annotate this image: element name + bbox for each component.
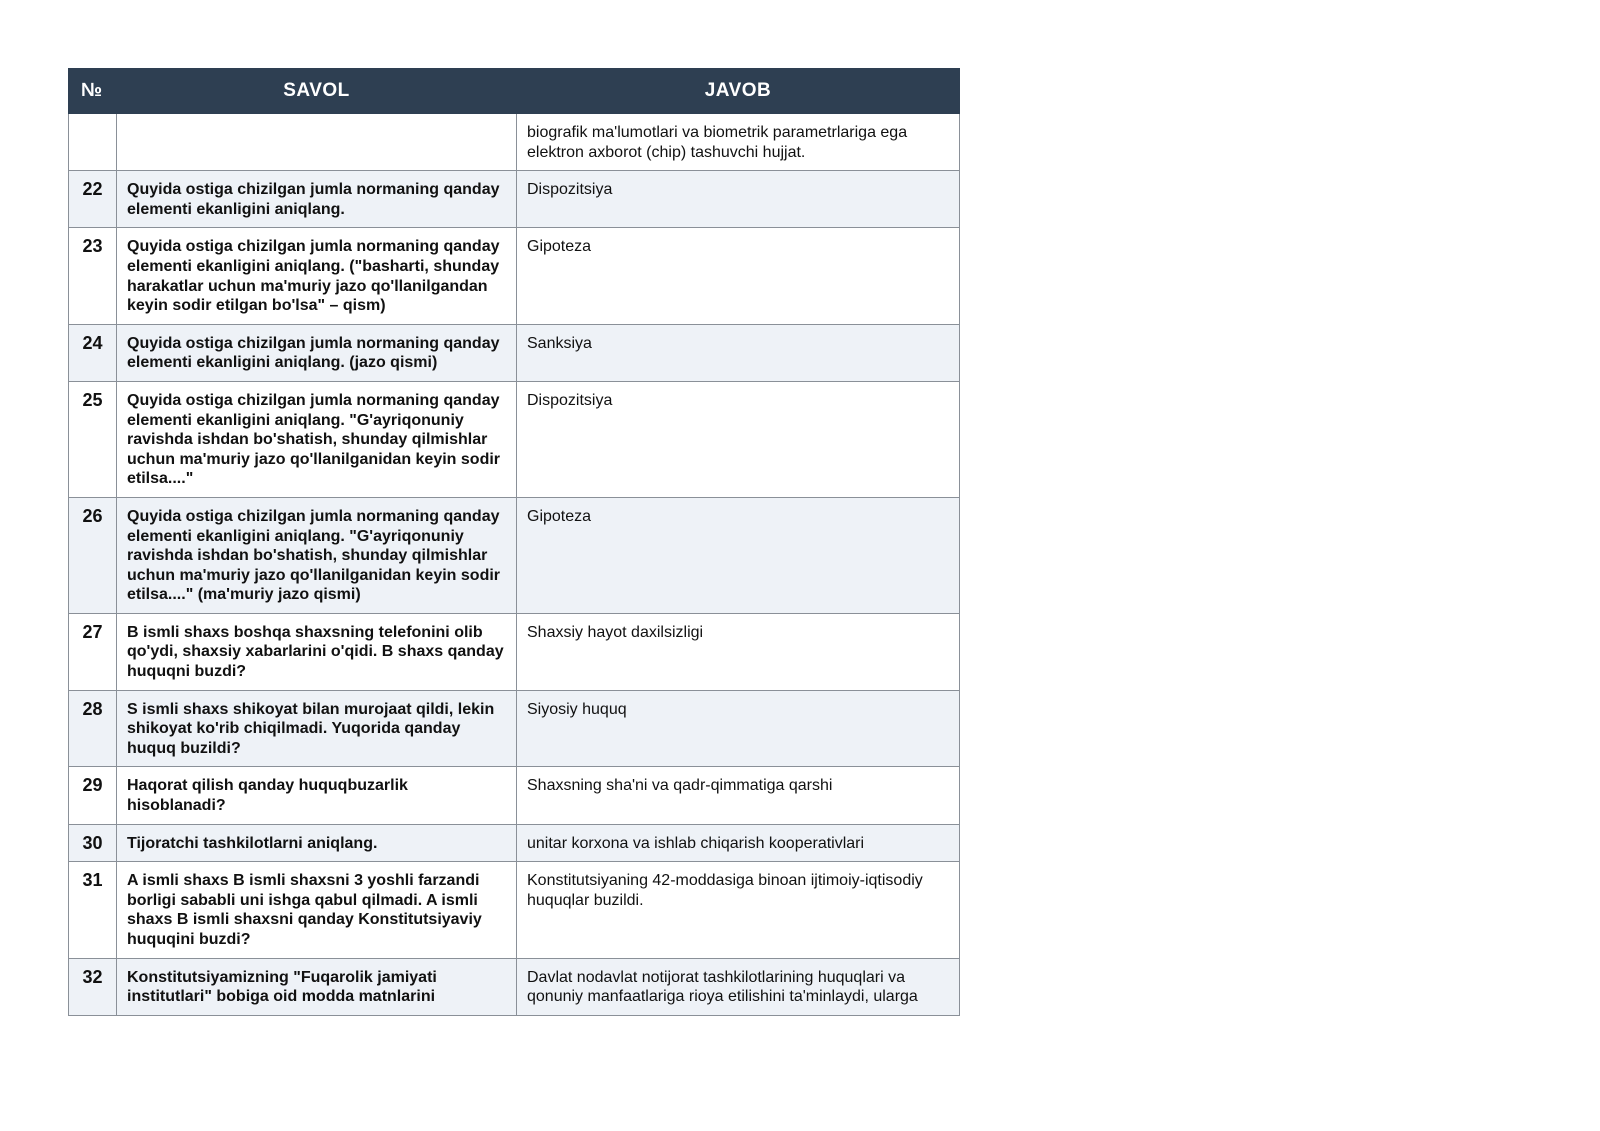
row-question: Quyida ostiga chizilgan jumla normaning qanday elementi ekanligini aniqlang. ("basharti, shunday harakatlar uchun ma'muriy jazo qo'llanilgandan keyin sodir etilgan bo'lsa" – qism) <box>117 228 517 324</box>
row-question <box>117 114 517 171</box>
row-number: 26 <box>69 497 117 613</box>
header-answer: JAVOB <box>517 69 960 114</box>
row-question: Quyida ostiga chizilgan jumla normaning qanday elementi ekanligini aniqlang. "G'ayriqonuniy ravishda ishdan bo'shatish, shunday qilmishlar uchun ma'muriy jazo qo'llanilganidan keyin sodir etilsa...." (ma'muriy jazo qismi) <box>117 497 517 613</box>
row-number: 22 <box>69 171 117 228</box>
row-question: Quyida ostiga chizilgan jumla normaning qanday elementi ekanligini aniqlang. (jazo qismi) <box>117 324 517 381</box>
row-answer: Dispozitsiya <box>517 171 960 228</box>
row-question: Konstitutsiyamizning "Fuqarolik jamiyati institutlari" bobiga oid modda matnlarini <box>117 958 517 1015</box>
table-row <box>69 862 960 958</box>
row-question: S ismli shaxs shikoyat bilan murojaat qildi, lekin shikoyat ko'rib chiqilmadi. Yuqorida qanday huquq buzildi? <box>117 690 517 767</box>
row-number: 31 <box>69 862 117 958</box>
row-number: 27 <box>69 613 117 690</box>
row-answer: Gipoteza <box>517 228 960 324</box>
row-number: 30 <box>69 824 117 862</box>
row-answer: Gipoteza <box>517 497 960 613</box>
document-page <box>68 68 959 1016</box>
table-row <box>69 690 960 767</box>
row-number: 24 <box>69 324 117 381</box>
row-number: 32 <box>69 958 117 1015</box>
row-answer: Shaxsning sha'ni va qadr-qimmatiga qarshi <box>517 767 960 824</box>
table-row <box>69 171 960 228</box>
row-answer: Dispozitsiya <box>517 381 960 497</box>
table-row <box>69 497 960 613</box>
table-row <box>69 824 960 862</box>
row-answer: unitar korxona va ishlab chiqarish kooperativlari <box>517 824 960 862</box>
table-row <box>69 114 960 171</box>
table-header-row <box>69 69 960 114</box>
table-row <box>69 381 960 497</box>
row-number: 29 <box>69 767 117 824</box>
row-number: 23 <box>69 228 117 324</box>
row-question: Tijoratchi tashkilotlarni aniqlang. <box>117 824 517 862</box>
row-question: A ismli shaxs B ismli shaxsni 3 yoshli farzandi borligi sababli uni ishga qabul qilmadi. A ismli shaxs B ismli shaxsni qanday Konstitutsiyaviy huquqini buzdi? <box>117 862 517 958</box>
row-answer: Sanksiya <box>517 324 960 381</box>
table-row <box>69 613 960 690</box>
qa-table <box>68 68 960 1016</box>
header-question: SAVOL <box>117 69 517 114</box>
row-question: B ismli shaxs boshqa shaxsning telefonini olib qo'ydi, shaxsiy xabarlarini o'qidi. B shaxs qanday huquqni buzdi? <box>117 613 517 690</box>
row-answer: Siyosiy huquq <box>517 690 960 767</box>
row-answer: biografik ma'lumotlari va biometrik parametrlariga ega elektron axborot (chip) tashuvchi hujjat. <box>517 114 960 171</box>
row-number <box>69 114 117 171</box>
table-row <box>69 958 960 1015</box>
table-row <box>69 767 960 824</box>
row-question: Haqorat qilish qanday huquqbuzarlik hisoblanadi? <box>117 767 517 824</box>
row-number: 28 <box>69 690 117 767</box>
row-answer: Davlat nodavlat notijorat tashkilotlarining huquqlari va qonuniy manfaatlariga rioya etilishini ta'minlaydi, ularga <box>517 958 960 1015</box>
row-answer: Konstitutsiyaning 42-moddasiga binoan ijtimoiy-iqtisodiy huquqlar buzildi. <box>517 862 960 958</box>
row-question: Quyida ostiga chizilgan jumla normaning qanday elementi ekanligini aniqlang. "G'ayriqonuniy ravishda ishdan bo'shatish, shunday qilmishlar uchun ma'muriy jazo qo'llanilganidan keyin sodir etilsa...." <box>117 381 517 497</box>
row-answer: Shaxsiy hayot daxilsizligi <box>517 613 960 690</box>
row-question: Quyida ostiga chizilgan jumla normaning qanday elementi ekanligini aniqlang. <box>117 171 517 228</box>
table-row <box>69 228 960 324</box>
table-row <box>69 324 960 381</box>
row-number: 25 <box>69 381 117 497</box>
header-number: № <box>69 69 117 114</box>
